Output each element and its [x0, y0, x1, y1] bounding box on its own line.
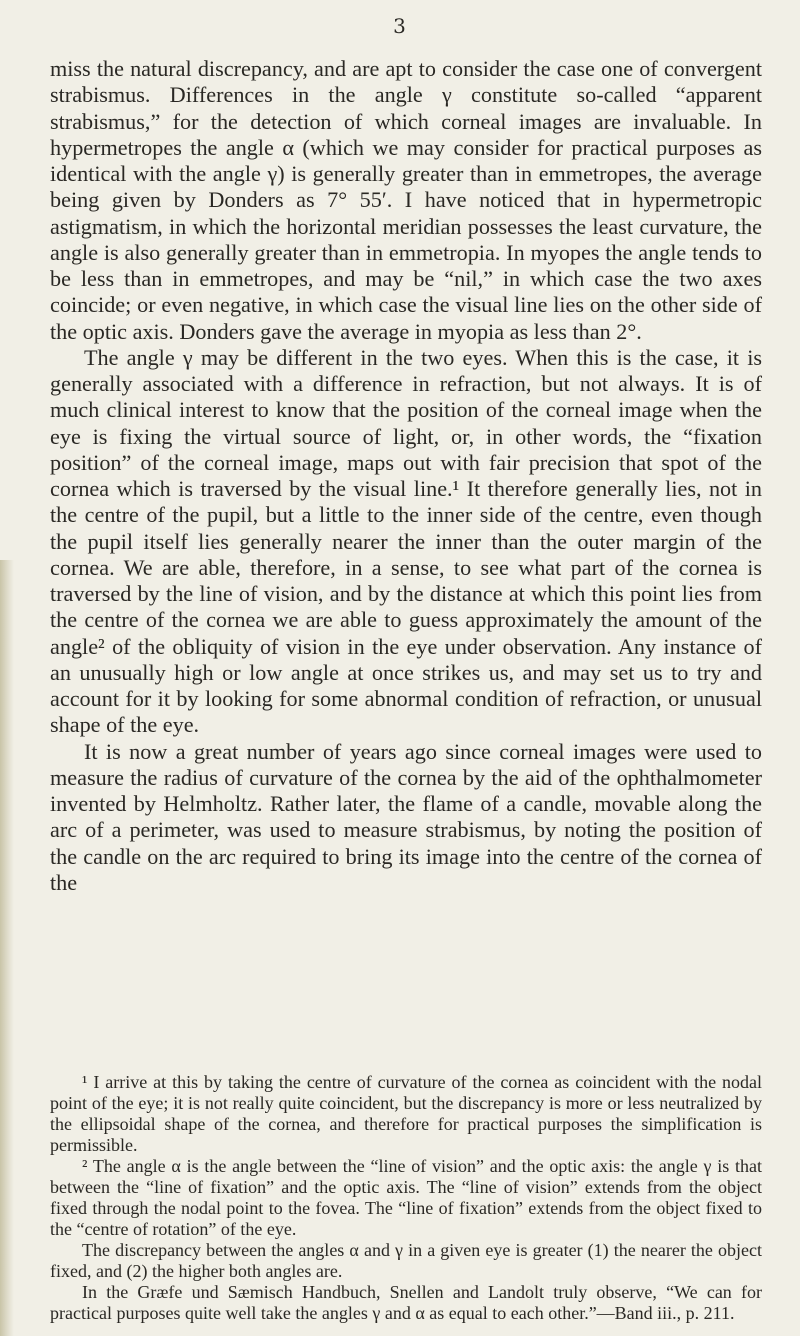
- footnote: In the Græfe und Sæmisch Handbuch, Snellen and Landolt truly observe, “We can for practical purposes quite well take the angles γ and α as equal to each other.”—Band iii., p. 211.: [50, 1282, 762, 1323]
- page-number: 3: [393, 14, 407, 38]
- page-edge-shadow: [0, 560, 14, 1336]
- footnotes: [50, 1072, 762, 1324]
- paragraph: It is now a great number of years ago since corneal images were used to measure the radius of curvature of the cornea by the aid of the ophthalmometer invented by Helmholtz. Rather later, the flame of a candle, movable along the arc of a perimeter, was used to measure strabismus, by noting the position of the candle on the arc required to bring its image into the centre of the cornea of the: [50, 738, 762, 895]
- paragraph: The angle γ may be different in the two eyes. When this is the case, it is generally associated with a difference in refraction, but not always. It is of much clinical interest to know that the position of the corneal image when the eye is fixing the virtual source of light, or, in other words, the “fixation position” of the corneal image, maps out with fair precision that spot of the cornea which is traversed by the visual line.¹ It therefore generally lies, not in the centre of the pupil, but a little to the inner side of the centre, even though the pupil itself lies generally nearer the inner than the outer margin of the cornea. We are able, therefore, in a sense, to see what part of the cornea is traversed by the line of vision, and by the distance at which this point lies from the centre of the cornea we are able to guess approximately the amount of the angle² of the obliquity of vision in the eye under observation. Any instance of an unusually high or low angle at once strikes us, and may set us to try and account for it by looking for some abnormal condition of refraction, or unusual shape of the eye.: [50, 344, 762, 738]
- footnote: ¹ I arrive at this by taking the centre of curvature of the cornea as coincident with the nodal point of the eye; it is not really quite coincident, but the discrepancy is more or less neutralized by the ellipsoidal shape of the cornea, and therefore for practical purposes the simplification is permissible.: [50, 1072, 762, 1155]
- footnote: The discrepancy between the angles α and γ in a given eye is greater (1) the nearer the object fixed, and (2) the higher both angles are.: [50, 1240, 762, 1281]
- body-text: [50, 56, 762, 896]
- paragraph: miss the natural discrepancy, and are apt to consider the case one of convergent strabismus. Differences in the angle γ constitute so-called “apparent strabismus,” for the detection of which corneal images are invaluable. In hypermetropes the angle α (which we may consider for practical purposes as identical with the angle γ) is generally greater than in emmetropes, the average being given by Donders as 7° 55′. I have noticed that in hypermetropic astigmatism, in which the horizontal meridian possesses the least curvature, the angle is also generally greater than in emmetropia. In myopes the angle tends to be less than in emmetropes, and may be “nil,” in which case the two axes coincide; or even negative, in which case the visual line lies on the other side of the optic axis. Donders gave the average in myopia as less than 2°.: [50, 56, 762, 344]
- footnote: ² The angle α is the angle between the “line of vision” and the optic axis: the angle γ is that between the “line of fixation” and the optic axis. The “line of vision” extends from the object fixed through the nodal point to the fovea. The “line of fixation” extends from the object fixed to the “centre of rotation” of the eye.: [50, 1156, 762, 1239]
